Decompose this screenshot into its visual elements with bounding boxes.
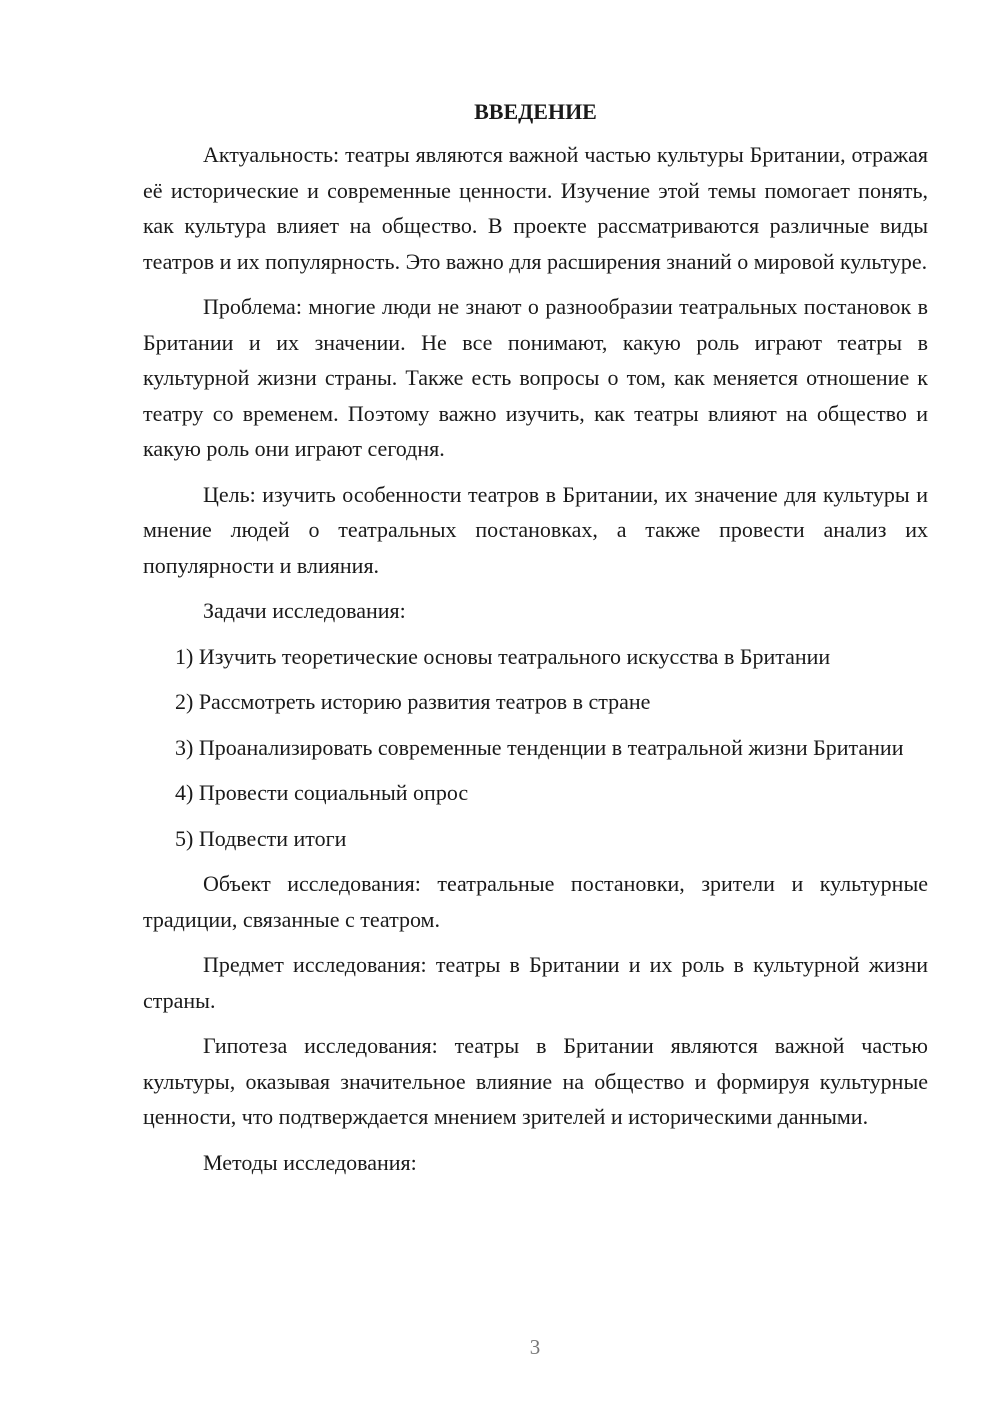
paragraph-object: Объект исследования: театральные постановки, зрители и культурные традиции, связанные с театром. [143, 871, 928, 932]
page-content [143, 97, 928, 1190]
paragraph-relevance: Актуальность: театры являются важной частью культуры Британии, отражая её исторические и современные ценности. Изучение этой темы помогает понять, как культура влияет на общество. В проекте рассматриваются различные виды театров и их популярность. Это важно для расширения знаний о мировой культуре. [143, 142, 928, 274]
methods-heading: Методы исследования: [203, 1149, 417, 1175]
task-item-3: 3) Проанализировать современные тенденции в театральной жизни Британии [175, 734, 904, 760]
section-title: ВВЕДЕНИЕ [474, 99, 597, 124]
paragraph-problem: Проблема: многие люди не знают о разнообразии театральных постановок в Британии и их значении. Не все понимают, какую роль играют театры в культурной жизни страны. Также есть вопросы о том, как меняется отношение к театру со временем. Поэтому важно изучить, как театры влияют на общество и какую роль они играют сегодня. [143, 294, 928, 461]
task-item-4: 4) Провести социальный опрос [175, 780, 469, 805]
task-item-2: 2) Рассмотреть историю развития театров в стране [175, 689, 651, 714]
task-item-5: 5) Подвести итоги [175, 825, 347, 851]
paragraph-subject: Предмет исследования: театры в Британии и их роль в культурной жизни страны. [143, 952, 928, 1013]
page-number: 3 [529, 1335, 541, 1359]
paragraph-hypothesis: Гипотеза исследования: театры в Британии являются важной частью культуры, оказывая значительное влияние на общество и формируя культурные ценности, что подтверждается мнением зрителей и историческими данными. [143, 1033, 928, 1129]
task-item-1: 1) Изучить теоретические основы театрального искусства в Британии [175, 643, 831, 669]
tasks-heading: Задачи исследования: [203, 598, 406, 623]
paragraph-goal: Цель: изучить особенности театров в Британии, их значение для культуры и мнение людей о театральных постановках, а также провести анализ их популярности и влияния. [143, 481, 928, 578]
